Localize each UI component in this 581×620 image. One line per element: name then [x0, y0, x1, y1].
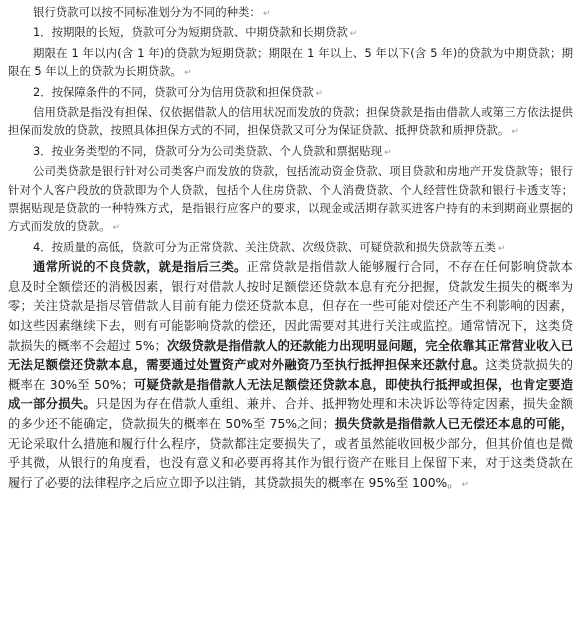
paragraph-item-2-body: 信用贷款是指没有担保、仅依据借款人的信用状况而发放的贷款；担保贷款是指由借款人或第三方依法提供担保而发放的贷款，按照具体担保方式的不同，担保贷款又可分为保证贷款、抵押贷款和质押贷款。 ↵ [8, 105, 573, 138]
paragraph-item-3-title: 3．按业务类型的不同，贷款可分为公司类贷款、个人贷款和票据贴现 ↵ [33, 143, 392, 158]
paragraph-mark: ↵ [383, 147, 392, 158]
paragraph-item-1-title: 1．按期限的长短，贷款可分为短期贷款、中期贷款和长期贷款 ↵ [33, 25, 358, 40]
paragraph-mark: ↵ [262, 9, 271, 19]
paragraph-mark: ↵ [511, 127, 519, 138]
text-run-substandard-probability: 这类贷款损失的概率在 30%至 50%； [8, 358, 573, 392]
paragraph-mark: ↵ [112, 223, 121, 234]
bold-run-loss-definition: 损失贷款是指借款人已无偿还本息的可能， [334, 417, 573, 432]
paragraph-mark: ↵ [183, 68, 192, 79]
bold-run-substandard-definition: 次级贷款是指借款人的还款能力出现明显问题，完全依靠其正常营业收入已无法足额偿还贷款本息，需要通过处置资产或对外融资乃至执行抵押担保来还款付息。 [8, 338, 573, 373]
bold-run-doubtful-definition: 可疑贷款是指借款人无法足额偿还贷款本息，即使执行抵押或担保，也肯定要造成一部分损失。 [8, 377, 573, 412]
paragraph-item-4-title: 4．按质量的高低，贷款可分为正常贷款、关注贷款、次级贷款、可疑贷款和损失贷款等五类 ↵ [33, 239, 506, 254]
paragraph-item-2-title: 2．按保障条件的不同，贷款可分为信用贷款和担保贷款 ↵ [33, 84, 324, 99]
paragraph-mark: ↵ [461, 479, 470, 490]
text-run-loss-probability: 无论采取什么措施和履行什么程序，贷款都注定要损失了，或者虽然能收回极少部分，但其价值也是微乎其微，从银行的角度看，也没有意义和必要再将其作为银行资产在账目上保留下来，对于这类贷款在履行了必要的法律程序之后应立即予以注销，其贷款损失的概率在 95%至 100%。 [8, 436, 573, 490]
paragraph-intro: 银行贷款可以按不同标准划分为不同的种类： ↵ [33, 5, 271, 19]
text-run-normal-and-special-mention: 正常贷款是指借款人能够履行合同，不存在任何影响贷款本息及时全额偿还的消极因素，银行对借款人按时足额偿还贷款本息有充分把握，贷款发生损失的概率为零；关注贷款是指尽管借款人目前有能力偿还贷款本息，但存在一些可能对偿还产生不利影响的因素，如这些因素继续下去，则有可能影响贷款的偿还，因此需要对其进行关注或监控。通常情况下，这类贷款损失的概率不会超过 5%； [8, 260, 573, 353]
paragraph-mark: ↵ [315, 88, 324, 99]
paragraph-item-4-body [8, 258, 573, 495]
text-run-doubtful-probability: 只是因为存在借款人重组、兼并、合并、抵押物处理和未决诉讼等待定因素，损失金额的多少还不能确定，贷款损失的概率在 50%至 75%之间； [8, 397, 573, 432]
paragraph-item-1-body: 期限在 1 年以内(含 1 年)的贷款为短期贷款；期限在 1 年以上、5 年以下(含 5 年)的贷款为中期贷款；期限在 5 年以上的贷款为长期贷款。 ↵ [8, 45, 573, 79]
bold-run-nonperforming-definition: 通常所说的不良贷款，就是指后三类。 [33, 260, 247, 275]
paragraph-mark: ↵ [497, 243, 506, 254]
paragraph-mark: ↵ [349, 29, 358, 40]
paragraph-item-3-body: 公司类贷款是银行针对公司类客户而发放的贷款，包括流动资金贷款、项目贷款和房地产开发贷款等；银行针对个人客户段放的贷款即为个人贷款，包括个人住房贷款、个人消费贷款、个人经营性贷款和银行卡透支等；票据贴现是贷款的一种特殊方式，是指银行应客户的要求，以现金或活期存款买进客户持有的未到期商业票据的方式而发放的贷款。 ↵ [8, 164, 573, 234]
